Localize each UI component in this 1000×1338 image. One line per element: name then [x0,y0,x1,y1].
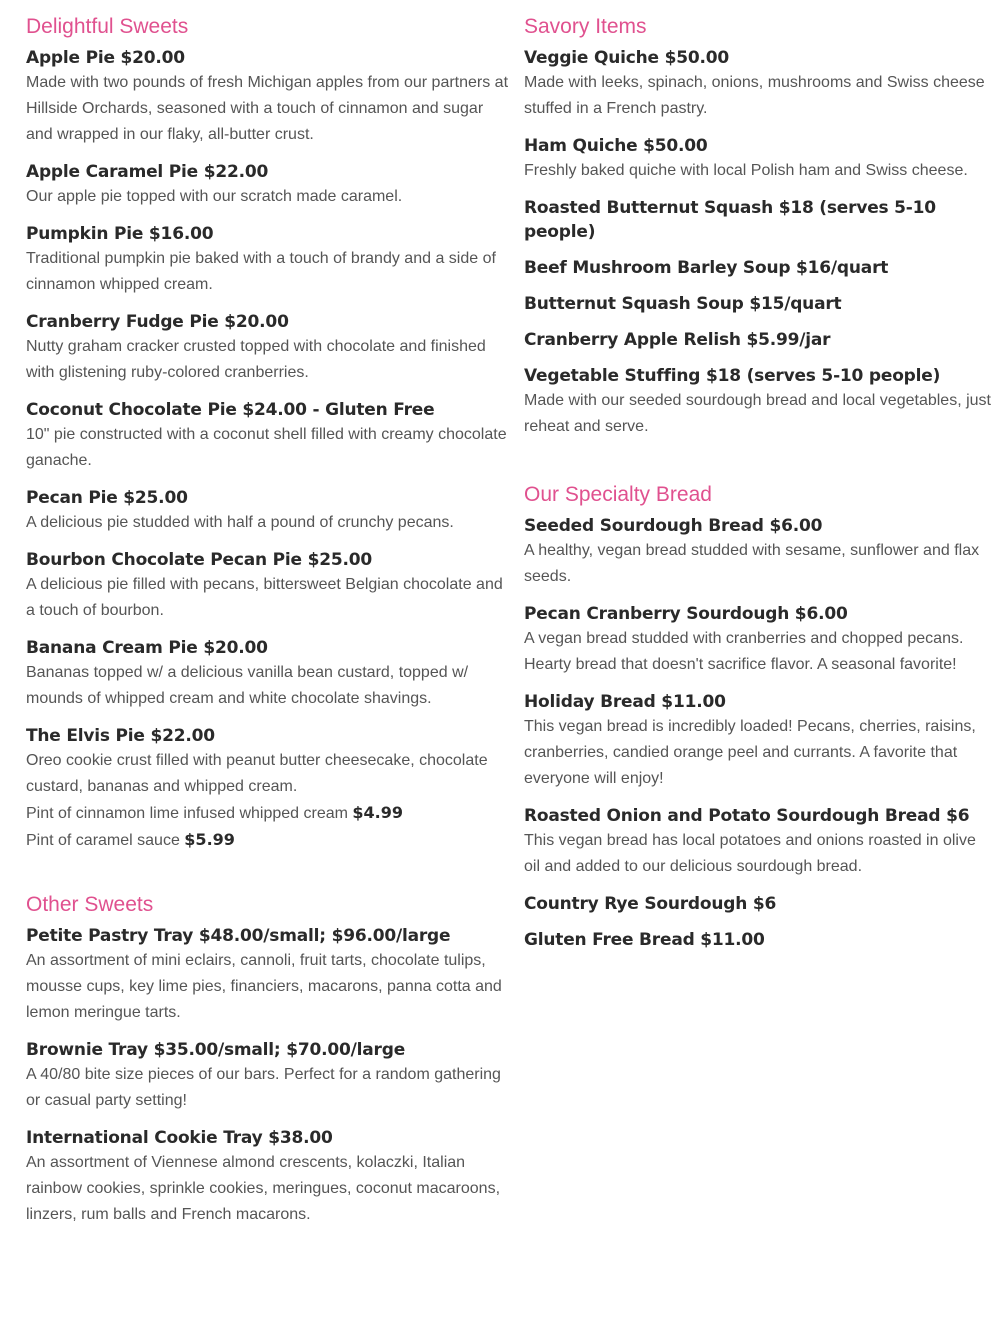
menu-item [524,134,994,184]
section-title-other-sweets: Other Sweets [26,893,154,916]
menu-item-description: A delicious pie studded with half a pound of crunchy pecans. [26,514,454,531]
menu-item-name: Seeded Sourdough Bread $6.00 [524,516,823,536]
menu-item [26,548,510,624]
right-column [524,14,994,964]
menu-item-name: Gluten Free Bread $11.00 [524,930,765,950]
menu-item [26,46,510,148]
section-spacer [524,452,994,482]
menu-item-name: Country Rye Sourdough $6 [524,894,777,914]
menu-item-description: An assortment of mini eclairs, cannoli, fruit tarts, chocolate tulips, mousse cups, key lime pies, financiers, macarons, panna cotta and lemon meringue tarts. [26,952,502,1021]
menu-item-description: A delicious pie filled with pecans, bittersweet Belgian chocolate and a touch of bourbon. [26,576,503,619]
menu-item [26,398,510,474]
menu-item-description: Bananas topped w/ a delicious vanilla bean custard, topped w/ mounds of whipped cream and white chocolate shavings. [26,664,469,707]
savory-list [524,46,994,440]
menu-item-description: An assortment of Viennese almond crescents, kolaczki, Italian rainbow cookies, sprinkle cookies, meringues, coconut macaroons, linzers, rum balls and French macarons. [26,1154,501,1223]
menu-item [26,1038,510,1114]
menu-item [524,328,994,352]
menu-item-description: This vegan bread is incredibly loaded! Pecans, cherries, raisins, cranberries, candied orange peel and currants. A favorite that everyone will enjoy! [524,718,976,787]
menu-item [524,514,994,590]
menu-item [524,804,994,880]
menu-item [26,486,510,536]
menu-item-name: Banana Cream Pie $20.00 [26,638,268,658]
menu-item-name: Cranberry Apple Relish $5.99/jar [524,330,831,350]
menu-item [524,364,994,440]
menu-item-name: Coconut Chocolate Pie $24.00 - Gluten Free [26,400,435,420]
menu-item-description: A 40/80 bite size pieces of our bars. Perfect for a random gathering or casual party setting! [26,1066,501,1109]
section-title-specialty-bread: Our Specialty Bread [524,483,712,506]
menu-item-name: Vegetable Stuffing $18 (serves 5-10 people) [524,366,941,386]
other-sweets-list [26,924,510,1228]
menu-item [524,46,994,122]
menu-item [524,690,994,792]
menu-item-name: Roasted Butternut Squash $18 (serves 5-10 people) [524,198,936,242]
section-title-delightful-sweets: Delightful Sweets [26,15,189,38]
menu-item [524,928,994,952]
menu-item-name: Petite Pastry Tray $48.00/small; $96.00/large [26,926,451,946]
extra-price: $4.99 [352,803,403,822]
menu-item [26,636,510,712]
sweets-list [26,46,510,800]
menu-item [524,292,994,316]
menu-item-description: Traditional pumpkin pie baked with a touch of brandy and a side of cinnamon whipped cream. [26,250,496,293]
menu-item [524,256,994,280]
extra-price: $5.99 [184,830,235,849]
menu-item-description: Nutty graham cracker crusted topped with chocolate and finished with glistening ruby-colored cranberries. [26,338,486,381]
menu-item-description: Made with our seeded sourdough bread and local vegetables, just reheat and serve. [524,392,991,435]
menu-item [524,602,994,678]
menu-item-name: Brownie Tray $35.00/small; $70.00/large [26,1040,406,1060]
bread-list [524,514,994,952]
menu-item [26,924,510,1026]
menu-item-description: Made with two pounds of fresh Michigan apples from our partners at Hillside Orchards, seasoned with a touch of cinnamon and sugar and wrapped in our flaky, all-butter crust. [26,74,509,143]
menu-item [26,222,510,298]
menu-item-name: Beef Mushroom Barley Soup $16/quart [524,258,889,278]
menu-item-name: Pecan Cranberry Sourdough $6.00 [524,604,848,624]
menu-item-name: Apple Pie $20.00 [26,48,185,68]
menu-item-name: Butternut Squash Soup $15/quart [524,294,842,314]
menu-item-name: Ham Quiche $50.00 [524,136,708,156]
menu-item [26,1126,510,1228]
sweets-extras [26,800,510,854]
menu-item-name: Apple Caramel Pie $22.00 [26,162,269,182]
section-spacer [26,854,510,892]
menu-item-name: The Elvis Pie $22.00 [26,726,215,746]
menu-item-description: A healthy, vegan bread studded with sesame, sunflower and flax seeds. [524,542,980,585]
menu-item-name: International Cookie Tray $38.00 [26,1128,333,1148]
menu-item-description: Our apple pie topped with our scratch made caramel. [26,188,403,205]
menu-item-name: Pecan Pie $25.00 [26,488,188,508]
menu-item-name: Roasted Onion and Potato Sourdough Bread $6 [524,806,970,826]
menu-item-description: A vegan bread studded with cranberries and chopped pecans. Hearty bread that doesn't sacrifice flavor. A seasonal favorite! [524,630,964,673]
extra-label: Pint of cinnamon lime infused whipped cream [26,805,353,822]
menu-item [524,892,994,916]
menu-item-description: This vegan bread has local potatoes and onions roasted in olive oil and added to our delicious sourdough bread. [524,832,976,875]
menu-item [26,724,510,800]
menu-item-name: Holiday Bread $11.00 [524,692,726,712]
menu-item [524,196,994,244]
menu-item-description: Freshly baked quiche with local Polish ham and Swiss cheese. [524,162,968,179]
menu-item-name: Bourbon Chocolate Pecan Pie $25.00 [26,550,372,570]
menu-item-name: Cranberry Fudge Pie $20.00 [26,312,289,332]
menu-item [26,310,510,386]
extra-whipped-cream [26,800,510,827]
menu-item-description: Made with leeks, spinach, onions, mushrooms and Swiss cheese stuffed in a French pastry. [524,74,985,117]
menu-item [26,160,510,210]
menu-item-description: Oreo cookie crust filled with peanut butter cheesecake, chocolate custard, bananas and whipped cream. [26,752,488,795]
menu-item-description: 10" pie constructed with a coconut shell filled with creamy chocolate ganache. [26,426,507,469]
menu-item-name: Pumpkin Pie $16.00 [26,224,214,244]
left-column [26,14,510,1240]
section-title-savory-items: Savory Items [524,15,647,38]
extra-caramel-sauce [26,827,510,854]
menu-item-name: Veggie Quiche $50.00 [524,48,729,68]
extra-label: Pint of caramel sauce [26,832,185,849]
